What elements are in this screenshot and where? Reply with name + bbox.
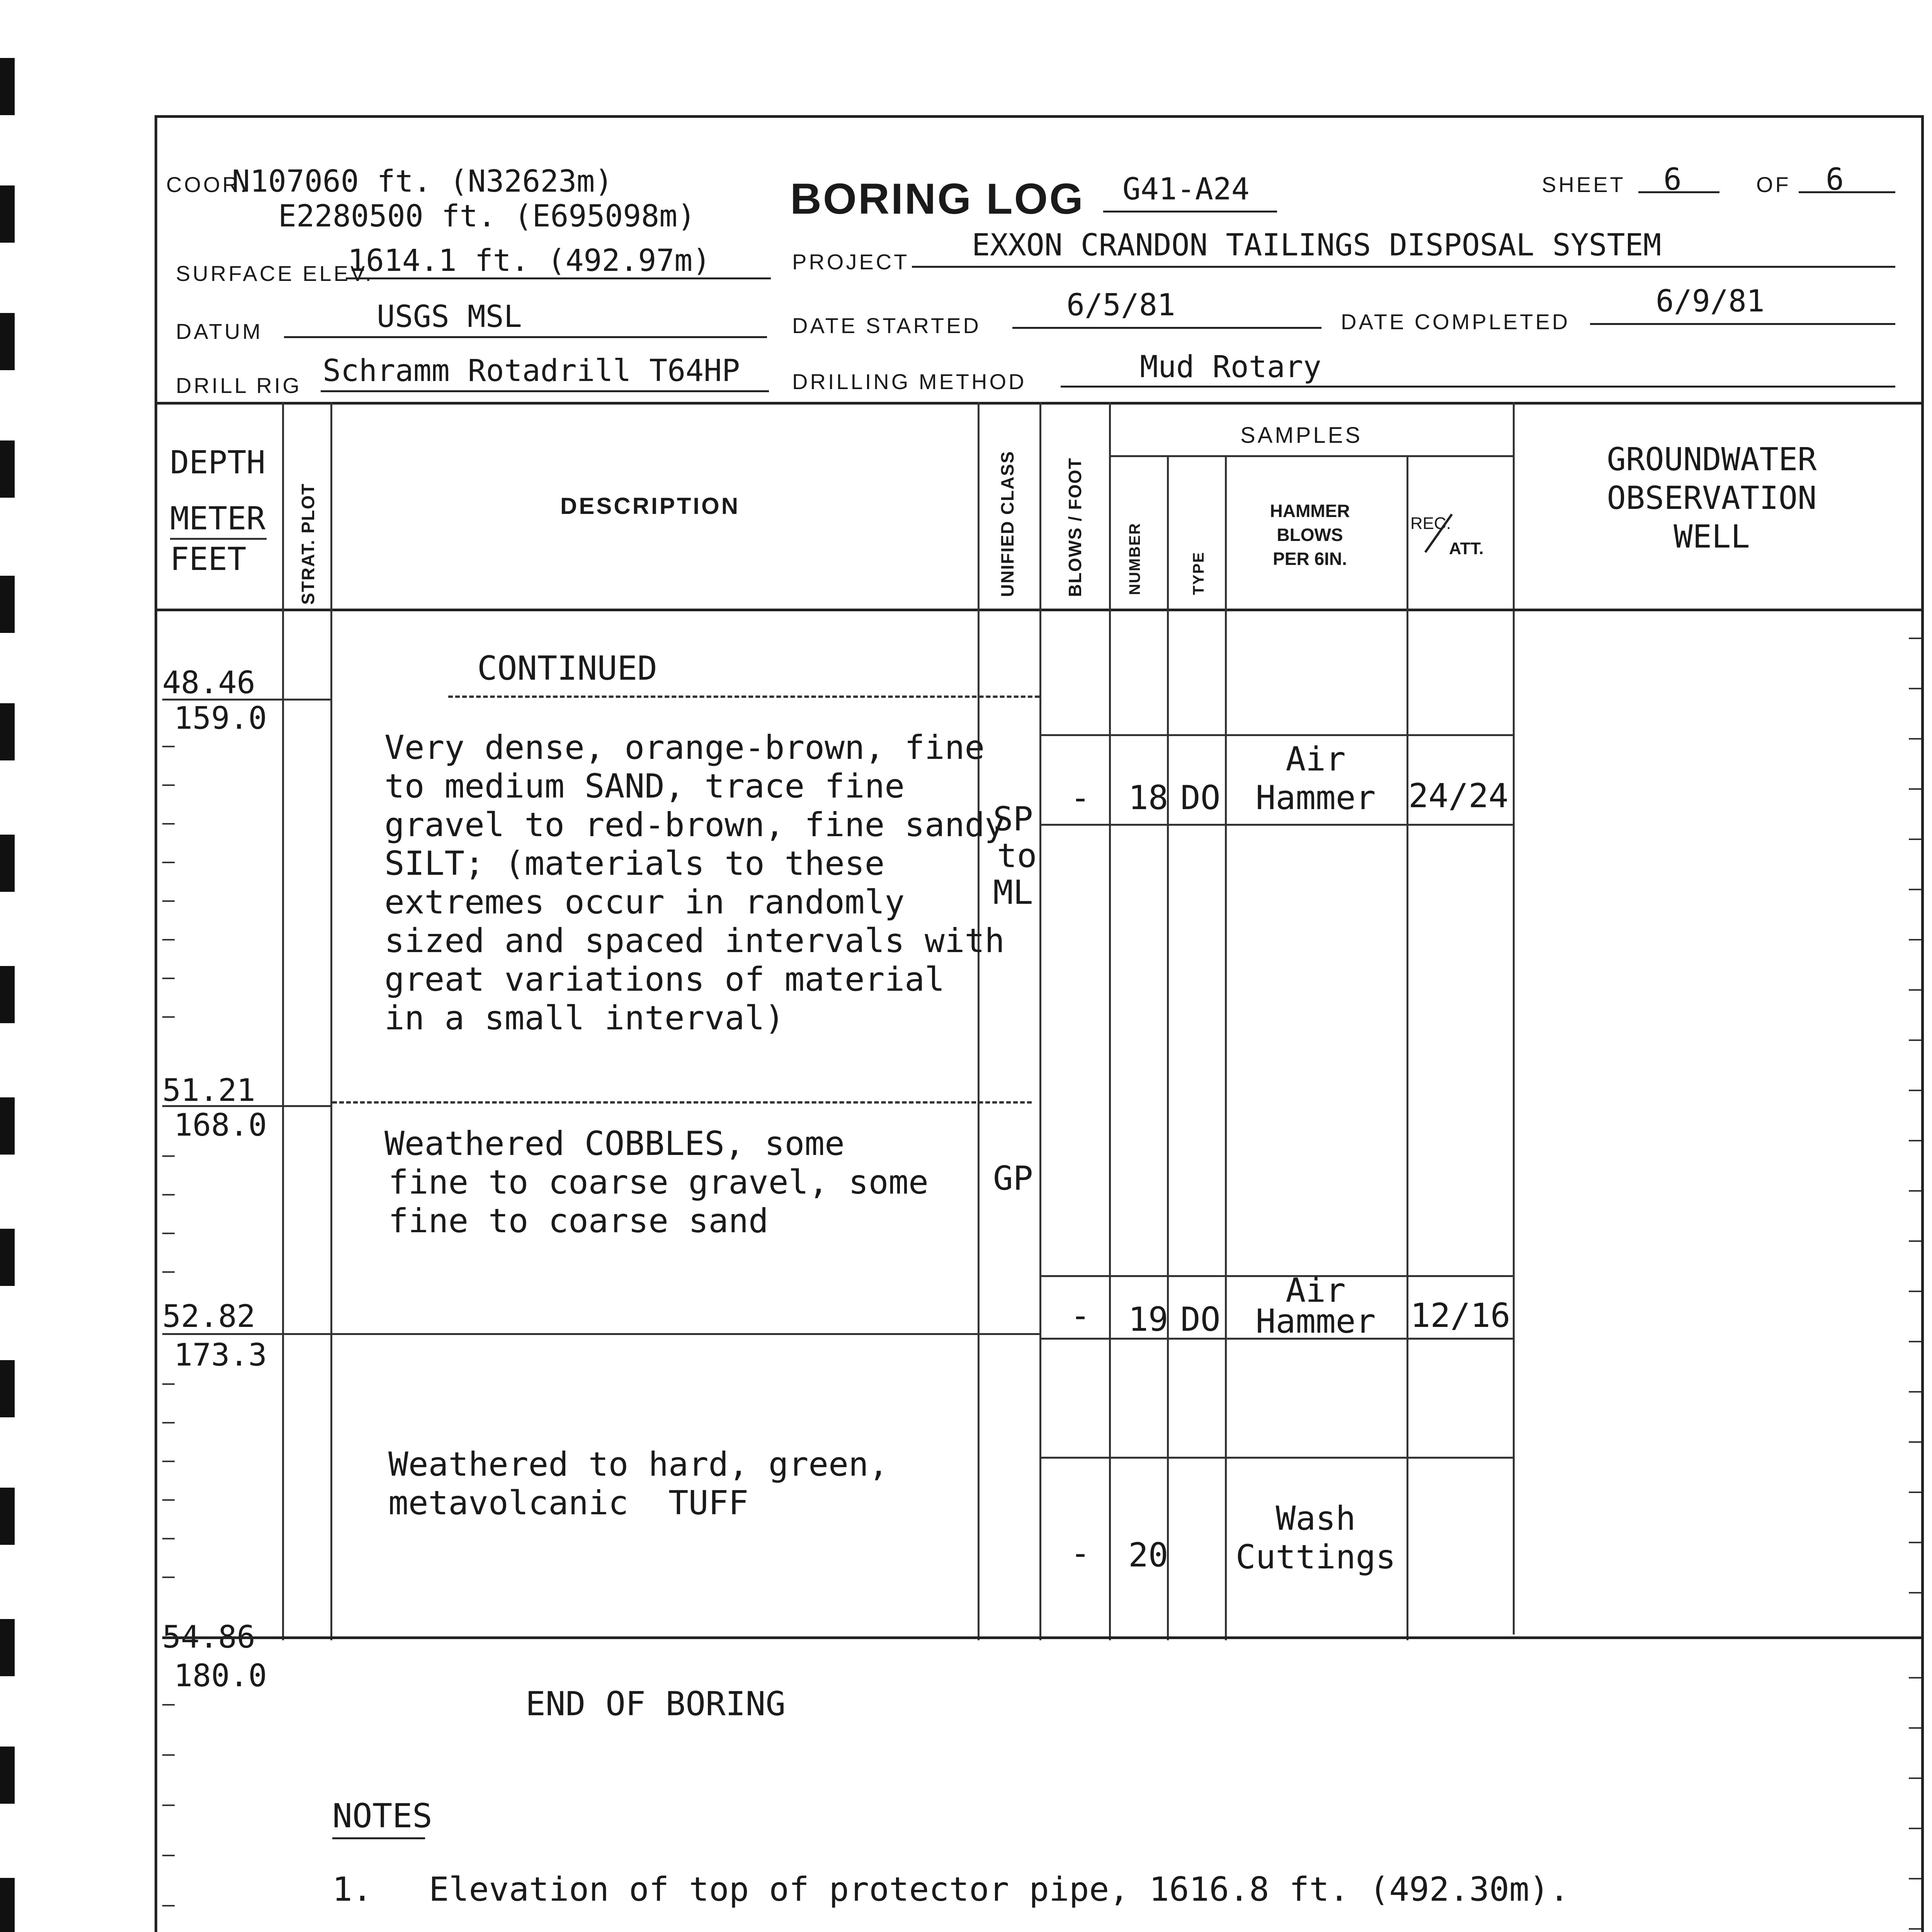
- col-meter: METER: [170, 500, 265, 537]
- sample-18-hammer-1: Air: [1286, 740, 1346, 779]
- date-started-value: 6/5/81: [1066, 288, 1175, 323]
- layer-1-bottom-dash: [332, 1101, 1032, 1104]
- depth-feet-3: 173.3: [174, 1337, 267, 1373]
- col-groundwater-2: OBSERVATION: [1607, 480, 1817, 517]
- col-depth: DEPTH: [170, 444, 265, 481]
- date-started-label: DATE STARTED: [792, 313, 981, 338]
- description-col-line: [978, 402, 980, 1640]
- layer-2-line: Weathered COBBLES, some: [384, 1124, 845, 1163]
- hammer-col-line: [1406, 455, 1408, 1640]
- layer-2-line: fine to coarse gravel, some: [388, 1163, 929, 1202]
- depth-meter-2: 51.21: [162, 1072, 255, 1108]
- sample-18-bottom: [1039, 824, 1513, 826]
- sample-18-top: [1039, 734, 1513, 736]
- sample-20-method-1: Wash: [1276, 1499, 1356, 1538]
- layer-1-line: gravel to red-brown, fine sandy: [384, 806, 1005, 844]
- form-left-border: [155, 115, 157, 1932]
- end-of-boring-label: END OF BORING: [526, 1685, 786, 1723]
- datum-value: USGS MSL: [377, 299, 522, 334]
- layer-1-line: in a small interval): [384, 999, 785, 1037]
- sample-18-number: 18: [1128, 779, 1168, 817]
- sample-18-rec: 24/24: [1408, 777, 1509, 815]
- depth-meter-3: 52.82: [162, 1298, 255, 1334]
- col-sample-type: TYPE: [1190, 551, 1207, 595]
- layer-1-line: to medium SAND, trace fine: [384, 767, 905, 806]
- depth-feet-2: 168.0: [174, 1107, 267, 1143]
- date-completed-value: 6/9/81: [1656, 284, 1765, 319]
- sample-20-method-2: Cuttings: [1235, 1538, 1396, 1577]
- form-top-border: [155, 115, 1923, 118]
- sample-18-hammer-2: Hammer: [1255, 779, 1376, 817]
- layer-1-class-3: ML: [993, 873, 1033, 912]
- date-started-underline: [1012, 327, 1321, 329]
- meter-feet-divider: [170, 538, 267, 540]
- sample-18-type: DO: [1180, 779, 1221, 817]
- col-rec: REC.: [1410, 514, 1451, 533]
- blows-col-line: [1109, 402, 1111, 1640]
- col-strat-plot: STRAT. PLOT: [298, 483, 318, 605]
- sample-19-hammer-2: Hammer: [1255, 1302, 1376, 1341]
- note-1-text: Elevation of top of protector pipe, 1616.8 ft. (492.30m).: [429, 1870, 1570, 1909]
- samples-right-line: [1513, 402, 1515, 1634]
- header-divider: [155, 402, 1923, 405]
- col-feet: FEET: [170, 541, 247, 578]
- sample-20-blows: -: [1070, 1534, 1090, 1573]
- sheet-total: 6: [1826, 162, 1844, 197]
- sample-19-number: 19: [1128, 1300, 1168, 1339]
- layer-1-class-1: SP: [993, 800, 1033, 838]
- drilling-method-value: Mud Rotary: [1140, 350, 1321, 384]
- end-of-boring-line: [162, 1636, 1923, 1639]
- sample-19-type: DO: [1180, 1300, 1221, 1339]
- layer-2-class: GP: [993, 1159, 1033, 1198]
- depth-feet-4: 180.0: [174, 1658, 267, 1694]
- layer-1-line: sized and spaced intervals with: [384, 922, 1005, 960]
- date-completed-underline: [1590, 323, 1895, 325]
- sample-18-blows: -: [1070, 779, 1090, 817]
- continued-label: CONTINUED: [477, 649, 657, 688]
- layer-1-line: SILT; (materials to these: [384, 844, 885, 883]
- continued-dash-line: [448, 696, 1039, 698]
- col-groundwater-1: GROUNDWATER: [1607, 441, 1817, 478]
- layer-1-line: extremes occur in randomly: [384, 883, 905, 922]
- sample-19-bottom: [1039, 1338, 1513, 1340]
- col-description: DESCRIPTION: [560, 493, 740, 519]
- drilling-method-underline: [1061, 386, 1895, 388]
- col-sample-number: NUMBER: [1126, 522, 1143, 595]
- drilling-method-label: DRILLING METHOD: [792, 369, 1027, 394]
- sample-19-rec: 12/16: [1410, 1296, 1510, 1335]
- datum-label: DATUM: [176, 319, 263, 344]
- sheet-label: SHEET: [1542, 172, 1626, 197]
- sample-19-hammer-1: Air: [1286, 1271, 1346, 1310]
- layer-3-line: Weathered to hard, green,: [388, 1445, 889, 1484]
- depth-meter-4: 54.86: [162, 1619, 255, 1655]
- col-groundwater-3: WELL: [1673, 519, 1750, 555]
- depth-col-line: [282, 402, 284, 1640]
- of-label: OF: [1756, 172, 1791, 197]
- layer-1-class-2: to: [997, 837, 1037, 875]
- depth-meter-1: 48.46: [162, 665, 255, 701]
- col-blows-foot: BLOWS / FOOT: [1065, 457, 1085, 597]
- sheet-total-underline: [1799, 191, 1895, 193]
- form-right-border: [1921, 115, 1924, 1932]
- type-col-line: [1225, 455, 1227, 1640]
- sample-20-top: [1039, 1457, 1513, 1459]
- depth-feet-1: 159.0: [174, 700, 267, 736]
- sample-20-number: 20: [1128, 1536, 1168, 1575]
- samples-header-line: [1109, 455, 1513, 457]
- log-id: G41-A24: [1122, 172, 1250, 207]
- table-header-bottom: [155, 609, 1923, 611]
- drill-rig-label: DRILL RIG: [176, 373, 302, 398]
- log-id-underline: [1103, 211, 1277, 213]
- coor-label: COOR.: [166, 172, 249, 197]
- notes-title: NOTES: [332, 1797, 432, 1835]
- number-col-line: [1167, 455, 1169, 1640]
- note-1-number: 1.: [332, 1870, 372, 1909]
- datum-underline: [284, 336, 767, 338]
- col-hammer-3: PER 6IN.: [1273, 549, 1347, 569]
- col-hammer-1: HAMMER: [1270, 501, 1350, 521]
- strat-col-line: [330, 402, 332, 1640]
- notes-title-underline: [332, 1837, 425, 1839]
- surface-elev-label: SURFACE ELEV.: [176, 261, 374, 286]
- date-completed-label: DATE COMPLETED: [1341, 310, 1570, 334]
- drill-rig-value: Schramm Rotadrill T64HP: [323, 354, 740, 388]
- col-att: ATT.: [1449, 539, 1484, 558]
- drill-rig-underline: [321, 390, 769, 392]
- layer-1-line: great variations of material: [384, 960, 945, 999]
- col-unified-class: UNIFIED CLASS: [997, 451, 1017, 597]
- surface-elev-value: 1614.1 ft. (492.97m): [348, 243, 711, 278]
- project-value: EXXON CRANDON TAILINGS DISPOSAL SYSTEM: [972, 228, 1662, 263]
- surface-elev-underline: [346, 277, 771, 279]
- coor-north: N107060 ft. (N32623m): [232, 164, 613, 199]
- project-label: PROJECT: [792, 250, 910, 274]
- layer-2-line: fine to coarse sand: [388, 1202, 769, 1240]
- col-samples: SAMPLES: [1240, 423, 1362, 448]
- layer-2-bottom-line: [162, 1333, 1039, 1335]
- unified-col-line: [1039, 402, 1041, 1640]
- sheet-number: 6: [1663, 162, 1682, 197]
- coor-east: E2280500 ft. (E695098m): [278, 199, 696, 234]
- project-underline: [912, 266, 1895, 268]
- sheet-underline: [1638, 191, 1719, 193]
- sample-19-blows: -: [1070, 1296, 1090, 1335]
- layer-3-line: metavolcanic TUFF: [388, 1484, 748, 1522]
- form-title: BORING LOG: [790, 175, 1085, 223]
- layer-1-line: Very dense, orange-brown, fine: [384, 728, 985, 767]
- col-hammer-2: BLOWS: [1277, 525, 1343, 545]
